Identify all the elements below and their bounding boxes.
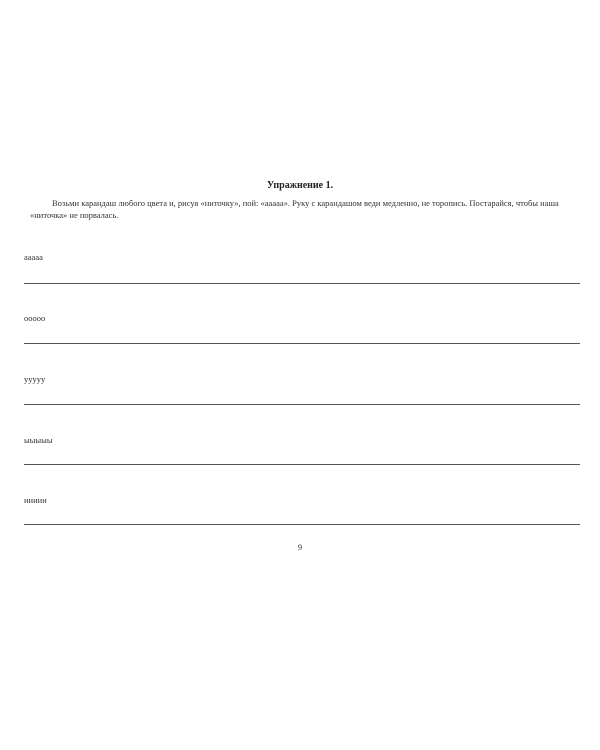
row-label: ааааа: [24, 252, 43, 262]
row-label: ыыыыы: [24, 435, 53, 445]
exercise-title: Упражнение 1.: [266, 180, 334, 191]
writing-line: [24, 283, 580, 284]
writing-line: [24, 343, 580, 344]
row-label: иииии: [24, 495, 47, 505]
writing-line: [24, 464, 580, 465]
writing-line: [24, 524, 580, 525]
row-label: ууууу: [24, 374, 46, 384]
writing-line: [24, 404, 580, 405]
exercise-instruction: Возьми карандаш любого цвета и, рисуя «ниточку», пой: «ааааа». Руку с карандашом веди медленно, не торопись. Постарайся, чтобы наша «ниточка» не порвалась.: [30, 198, 559, 220]
page-number: 9: [297, 542, 303, 552]
row-label: ооооо: [24, 313, 46, 323]
